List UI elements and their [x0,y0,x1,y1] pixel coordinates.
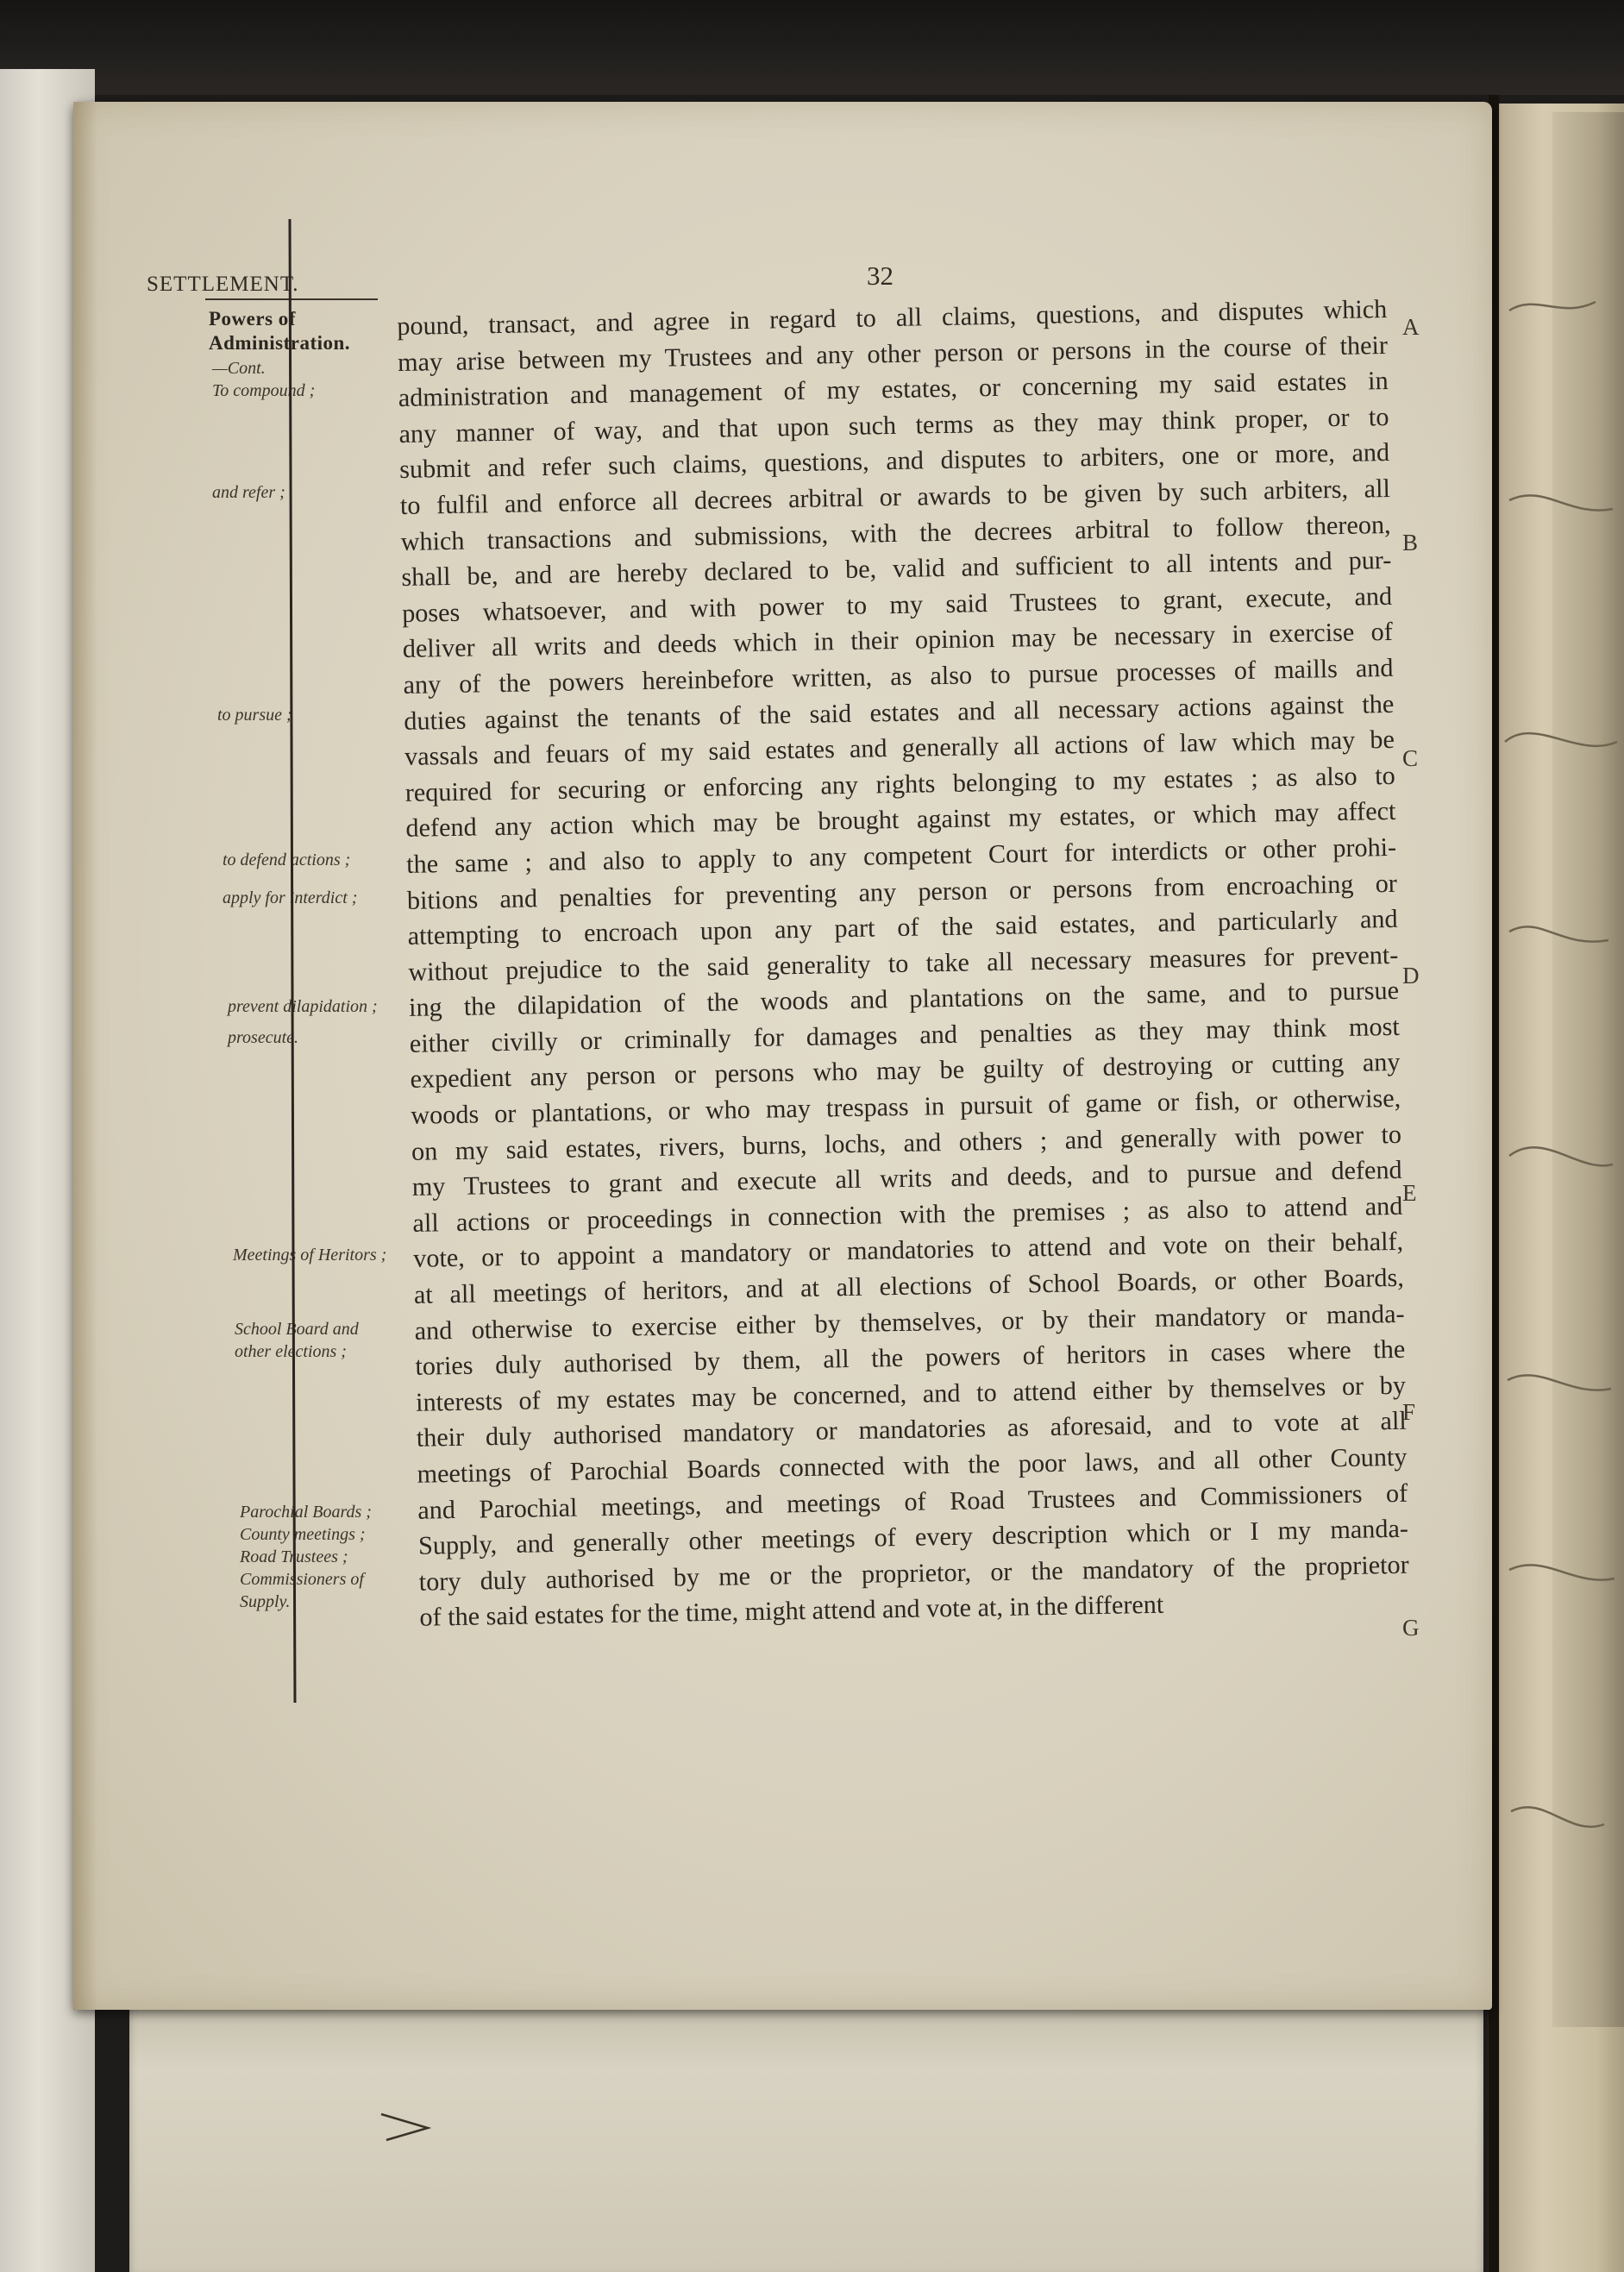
margin-note-line: School Board and [235,1320,359,1339]
text-line: either civilly or criminally for damages and penalties as they may think most [409,1011,1400,1058]
margin-note-line: Supply. [240,1592,291,1611]
margin-note-line: County meetings ; [240,1525,366,1544]
margin-caption-line: Powers of [209,308,296,330]
text-line: of the said estates for the time, might attend and vote at, in the different [419,1590,1164,1633]
text-line: bitions and penalties for preventing any person or persons from encroaching or [406,868,1398,915]
text-line: vassals and feuars of my said estates and generally all actions of law which may be [404,725,1395,772]
margin-note-line: prosecute. [228,1028,299,1047]
reference-letter: G [1402,1615,1420,1641]
margin-note-line: apply for interdict ; [223,888,358,907]
text-line: any of the powers hereinbefore written, as also to pursue processes of maills and [403,652,1394,700]
text-line: poses whatsoever, and with power to my said Trustees to grant, execute, and [401,581,1393,628]
text-line: without prejudice to the said generality to take all necessary measures for prevent- [408,939,1399,987]
text-line: meetings of Parochial Boards connected with the poor laws, and all other County [417,1441,1408,1489]
margin-note [212,380,315,402]
text-line: pound, transact, and agree in regard to all claims, questions, and disputes which [397,293,1388,341]
text-line: deliver all writs and deeds which in their opinion may be necessary in exercise of [402,617,1394,664]
margin-note-line: and refer ; [212,483,285,502]
text-line: shall be, and are hereby declared to be, valid and sufficient to all intents and pur- [401,545,1392,593]
margin-note [223,849,350,871]
reference-letter: E [1402,1180,1417,1206]
margin-caption-line: Administration. [209,332,351,354]
text-line: attempting to encroach upon any part of the said estates, and particularly and [407,903,1398,951]
margin-note-line: Meetings of Heritors ; [233,1246,387,1265]
margin-note-line: to defend actions ; [223,850,351,869]
margin-caption [209,307,350,355]
text-line: duties against the tenants of the said estates and all necessary actions against the [404,688,1395,736]
margin-note [212,357,266,380]
text-line: ing the dilapidation of the woods and plantations on the same, and to pursue [408,976,1400,1023]
page-edge-shadow [73,102,97,2010]
running-header: SETTLEMENT. [147,273,299,296]
scanner-backdrop-top [0,0,1624,95]
margin-note [233,1244,386,1266]
text-line: all actions or proceedings in connection with the premises ; as also to attend and [412,1190,1403,1238]
text-line: at all meetings of heritors, and at all elections of School Boards, or other Boards, [413,1262,1405,1309]
text-line: any manner of way, and that upon such terms as they may think proper, or to [398,401,1389,449]
text-line: interests of my estates may be concerned, and to attend either by themselves or by [415,1370,1407,1417]
text-line: may arise between my Trustees and any other person or persons in the course of their [397,330,1389,377]
text-line: which transactions and submissions, with the decrees arbitral to follow thereon, [400,509,1391,556]
text-line: vote, or to appoint a mandatory or mandatories to attend and vote on their behalf, [412,1227,1404,1274]
margin-note [212,481,285,504]
margin-note-line: prevent dilapidation ; [228,997,378,1016]
pencil-margin-line [288,219,297,1703]
margin-note [240,1501,372,1613]
text-line: my Trustees to grant and execute all writs and deeds, and to pursue and defend [411,1155,1402,1202]
reference-letter: A [1402,314,1420,340]
underlying-page [129,1984,1483,2272]
reference-letter: B [1402,530,1419,555]
body-text [397,292,1410,1636]
margin-note-line: other elections ; [235,1342,347,1361]
margin-note [217,704,292,726]
text-line: to fulfil and enforce all decrees arbitral or awards to be given by such arbiters, all [399,473,1391,520]
text-line: administration and management of my estates, or concerning my said estates in [398,366,1389,413]
text-line: expedient any person or persons who may be guilty of destroying or cutting any [410,1047,1401,1095]
text-line: on my said estates, rivers, burns, lochs, and others ; and generally with power to [411,1119,1402,1166]
margin-note-line: to pursue ; [217,706,292,725]
margin-note-line: —Cont. [212,359,266,378]
text-line: and Parochial meetings, and meetings of Road Trustees and Commissioners of [417,1478,1408,1525]
reference-letter: D [1402,963,1420,989]
text-line: the same ; and also to apply to any competent Court for interdicts or other prohi- [405,832,1397,879]
margin-note-line: To compound ; [212,381,316,400]
text-line: defend any action which may be brought against my estates, or which may affect [405,796,1396,844]
text-line: required for securing or enforcing any rights belonging to my estates ; as also to [404,760,1395,807]
text-line: tories duly authorised by them, all the powers of heritors in cases where the [415,1334,1406,1382]
text-line: and otherwise to exercise either by themselves, or by their mandatory or manda- [414,1298,1405,1346]
text-line: tory duly authorised by me or the proprietor, or the mandatory of the proprietor [418,1549,1409,1597]
margin-note [228,995,378,1018]
text-line: woods or plantations, or who may trespass in pursuit of game or fish, or otherwise, [411,1083,1401,1130]
margin-note-line: Parochial Boards ; [240,1503,372,1522]
page-number: 32 [867,260,894,291]
margin-note-line: Commissioners of [240,1570,364,1589]
text-line: submit and refer such claims, questions, and disputes to arbiters, one or more, and [398,437,1390,485]
margin-note-line: Road Trustees ; [240,1547,348,1566]
pencil-arrow-mark [379,2109,431,2143]
reference-letter: F [1402,1399,1416,1425]
text-line: Supply, and generally other meetings of every description which or I my manda- [417,1513,1409,1560]
reference-letter: C [1402,745,1419,771]
text-line: their duly authorised mandatory or mandatories as aforesaid, and to vote at all [416,1406,1407,1453]
